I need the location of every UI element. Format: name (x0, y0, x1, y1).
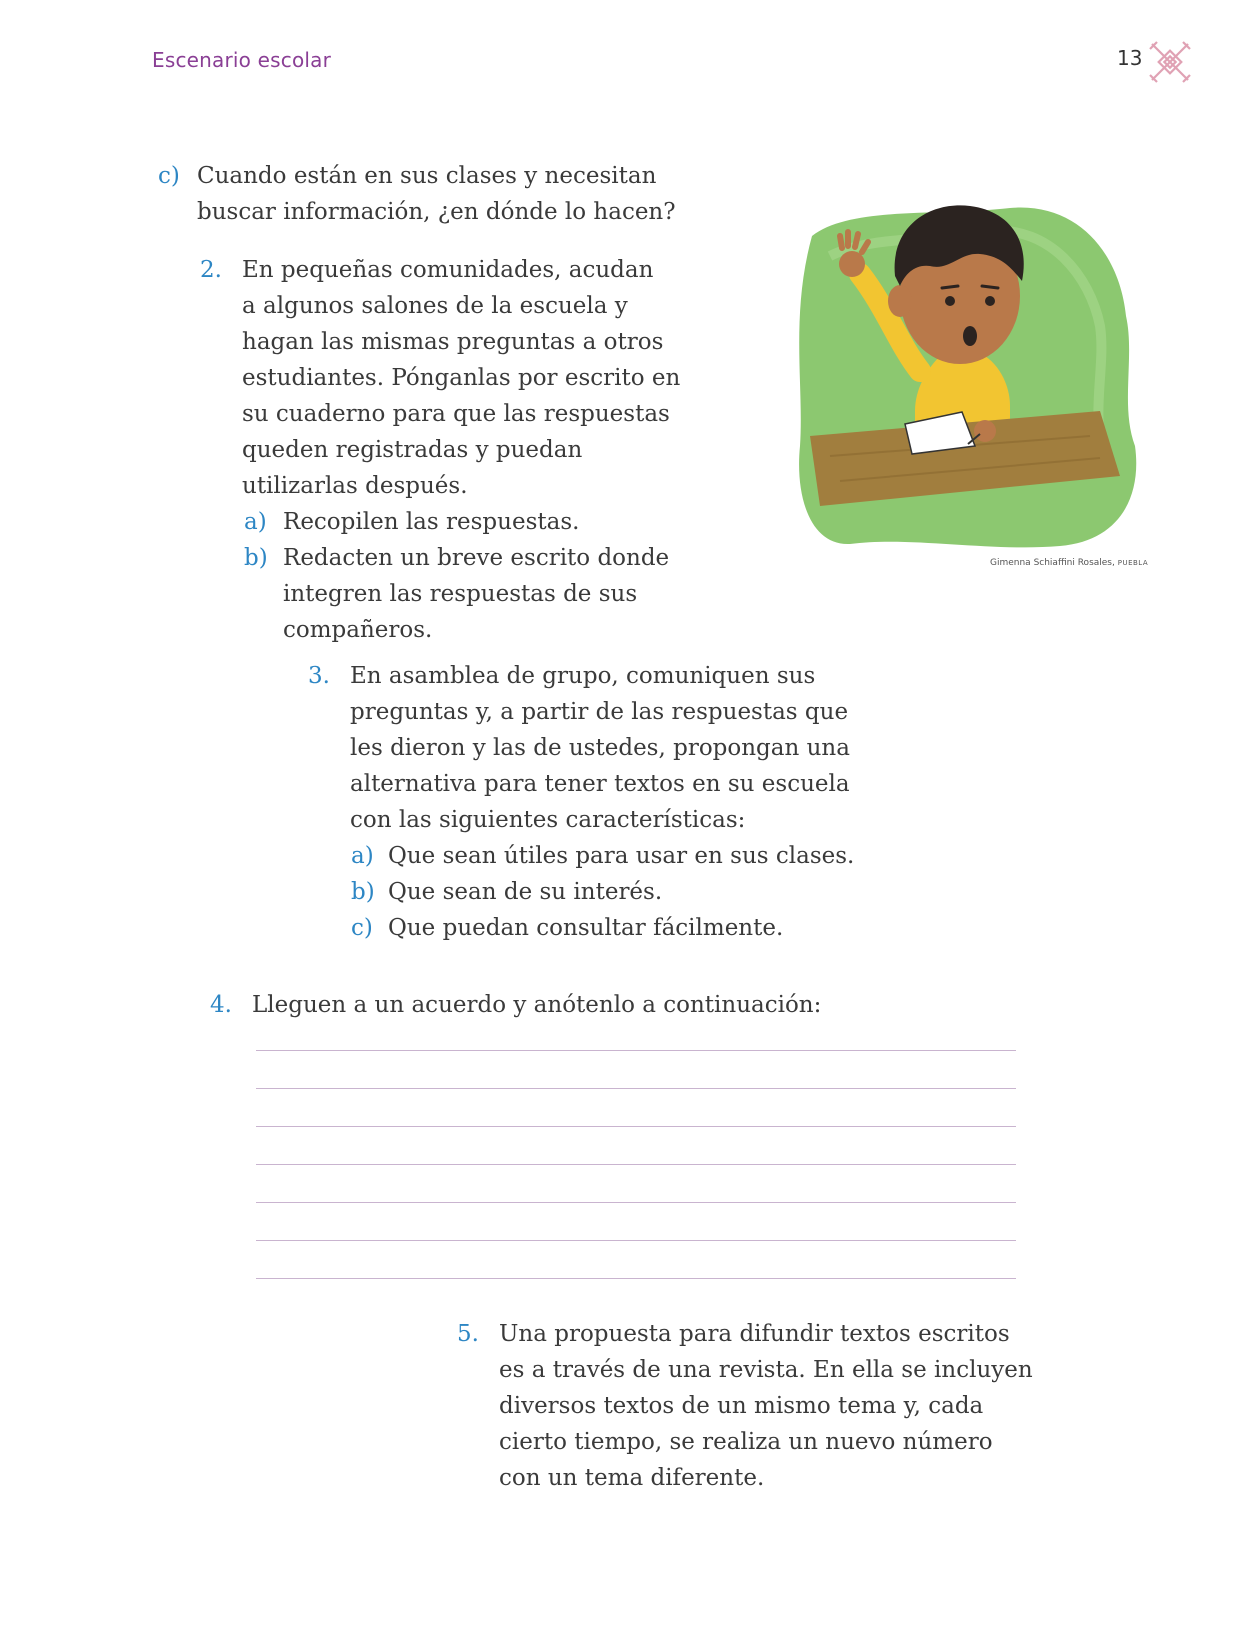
activity-2-number: 2. (200, 257, 222, 283)
question-c-line: Cuando están en sus clases y necesitan (197, 163, 657, 189)
answer-line[interactable] (256, 1088, 1016, 1089)
answer-line[interactable] (256, 1050, 1016, 1051)
illustration-credit (990, 558, 1148, 568)
activity-2-line: utilizarlas después. (242, 473, 468, 499)
activity-5-line: cierto tiempo, se realiza un nuevo número (499, 1429, 993, 1455)
sub-b-text: Que sean de su interés. (388, 879, 663, 905)
sub-b-line: compañeros. (283, 617, 433, 643)
activity-3-line: preguntas y, a partir de las respuestas que (350, 699, 849, 725)
activity-5-line: Una propuesta para difundir textos escritos (499, 1321, 1010, 1347)
question-c-line: buscar información, ¿en dónde lo hacen? (197, 199, 676, 225)
answer-line[interactable] (256, 1126, 1016, 1127)
answer-line[interactable] (256, 1278, 1016, 1279)
sub-c-marker: c) (351, 915, 373, 941)
activity-5-number: 5. (457, 1321, 479, 1347)
activity-5-line: diversos textos de un mismo tema y, cada (499, 1393, 984, 1419)
activity-2-line: su cuaderno para que las respuestas (242, 401, 670, 427)
sub-a-marker: a) (244, 509, 267, 535)
student-raising-hand-illustration (790, 196, 1150, 556)
activity-5-line: con un tema diferente. (499, 1465, 765, 1491)
answer-line[interactable] (256, 1240, 1016, 1241)
activity-3-line: les dieron y las de ustedes, propongan una (350, 735, 850, 761)
activity-3-number: 3. (308, 663, 330, 689)
activity-3-line: alternativa para tener textos en su escuela (350, 771, 850, 797)
sub-a-marker: a) (351, 843, 374, 869)
credit-name: Gimenna Schiaffini Rosales, (990, 558, 1115, 568)
sub-c-text: Que puedan consultar fácilmente. (388, 915, 784, 941)
sub-b-marker: b) (351, 879, 375, 905)
answer-line[interactable] (256, 1164, 1016, 1165)
question-c-marker: c) (158, 163, 180, 189)
activity-2-line: En pequeñas comunidades, acudan (242, 257, 654, 283)
credit-state: PUEBLA (1117, 559, 1149, 567)
answer-line[interactable] (256, 1202, 1016, 1203)
activity-5-line: es a través de una revista. En ella se incluyen (499, 1357, 1033, 1383)
activity-2-line: queden registradas y puedan (242, 437, 583, 463)
sub-a-line: Recopilen las respuestas. (283, 509, 580, 535)
activity-3-line: con las siguientes características: (350, 807, 746, 833)
sub-b-marker: b) (244, 545, 268, 571)
page-number: 13 (1117, 46, 1143, 70)
activity-2-line: estudiantes. Pónganlas por escrito en (242, 365, 681, 391)
activity-2-line: hagan las mismas preguntas a otros (242, 329, 664, 355)
activity-4-text: Lleguen a un acuerdo y anótenlo a continuación: (252, 992, 822, 1018)
activity-4-number: 4. (210, 992, 232, 1018)
sub-b-line: integren las respuestas de sus (283, 581, 638, 607)
sub-b-line: Redacten un breve escrito donde (283, 545, 670, 571)
activity-2-line: a algunos salones de la escuela y (242, 293, 628, 319)
sub-a-text: Que sean útiles para usar en sus clases. (388, 843, 855, 869)
section-title: Escenario escolar (152, 48, 332, 72)
decorative-logo-icon (1148, 40, 1192, 84)
activity-3-line: En asamblea de grupo, comuniquen sus (350, 663, 816, 689)
